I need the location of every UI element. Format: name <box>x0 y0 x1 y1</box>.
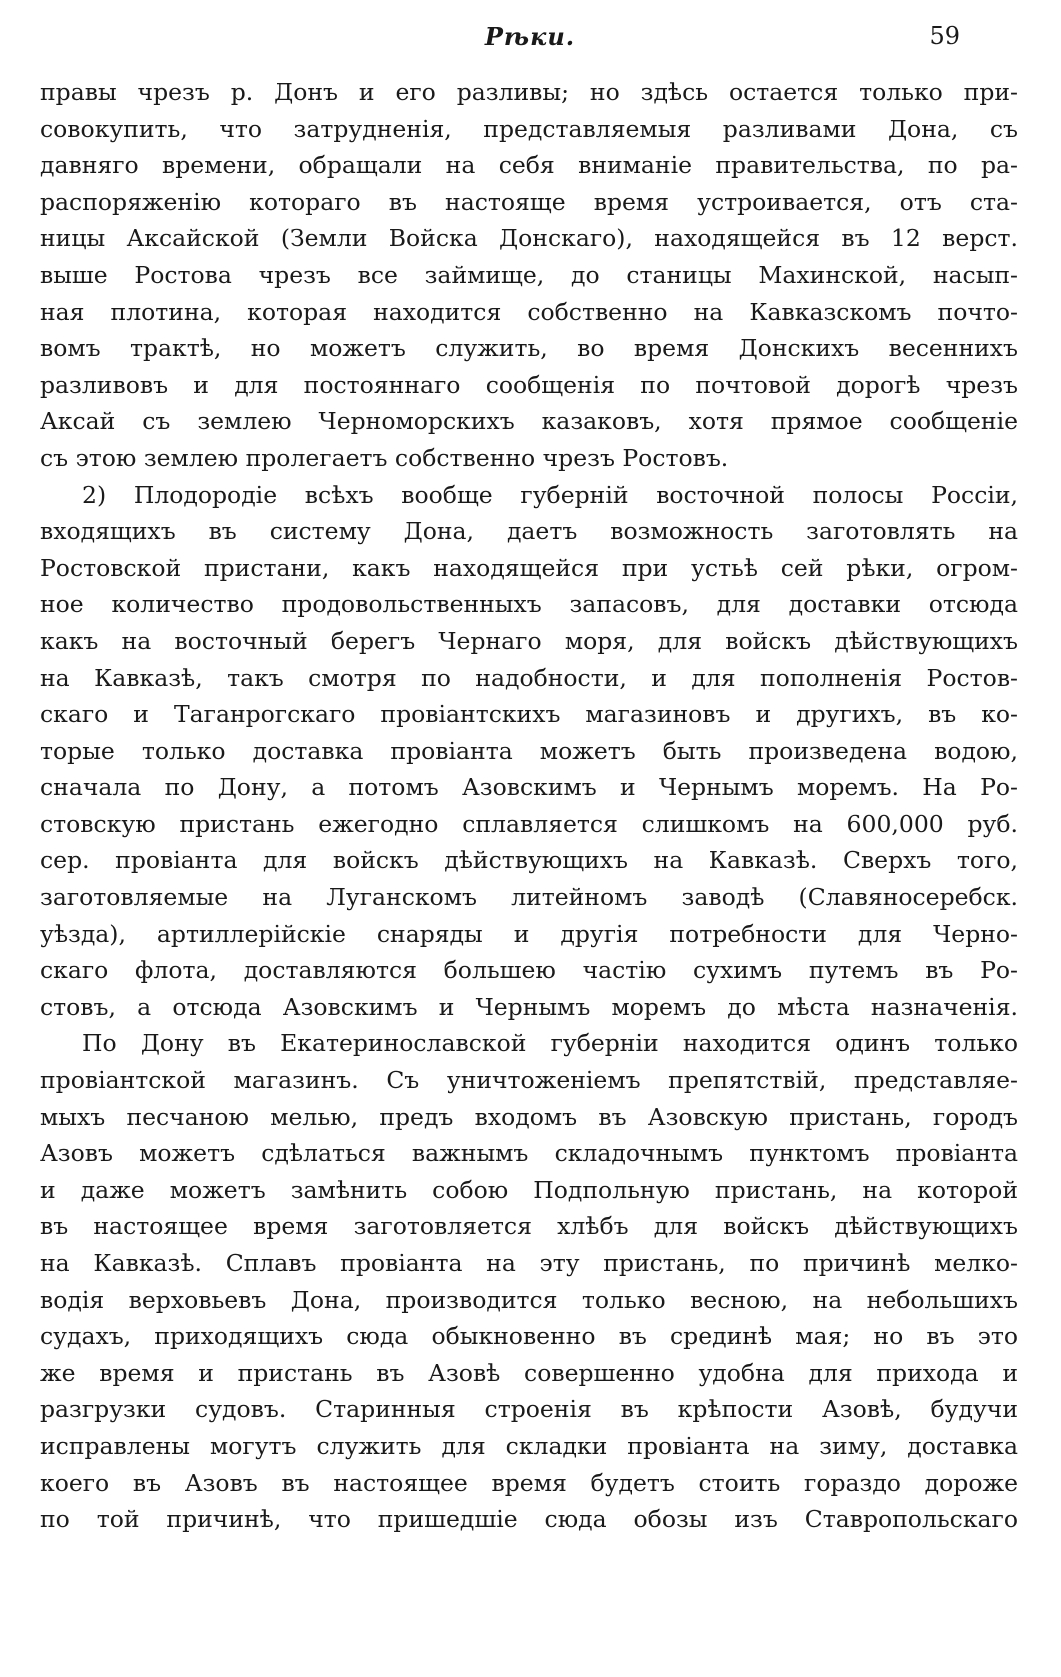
text-line: ное количество продовольственныхъ запасовъ, для доставки отсюда <box>40 590 1018 619</box>
text-line: 2) Плодородіе всѣхъ вообще губерній восточной полосы Россіи, <box>82 480 1018 509</box>
text-line: заготовляемые на Луганскомъ литейномъ заводѣ (Славяносеребск. <box>40 883 1018 912</box>
text-line: скаго флота, доставляются большею частію сухимъ путемъ въ Ро- <box>40 956 1018 985</box>
text-line: Аксай съ землею Черноморскихъ казаковъ, хотя прямое сообщеніе <box>40 407 1018 436</box>
text-line: какъ на восточный берегъ Чернаго моря, для войскъ дѣйствующихъ <box>40 626 1018 655</box>
text-line: же время и пристань въ Азовѣ совершенно удобна для прихода и <box>40 1358 1018 1387</box>
text-line: скаго и Таганрогскаго провіантскихъ магазиновъ и другихъ, въ ко- <box>40 700 1018 729</box>
text-line: съ этою землею пролегаетъ собственно чрезъ Ростовъ. <box>40 443 729 472</box>
text-line: Ростовской пристани, какъ находящейся при устьѣ сей рѣки, огром- <box>40 553 1018 582</box>
text-line: давняго времени, обращали на себя вниманіе правительства, по ра- <box>40 151 1018 180</box>
page-header <box>40 18 1020 58</box>
text-line: ная плотина, которая находится собственно на Кавказскомъ почто- <box>40 297 1018 326</box>
text-line: исправлены могутъ служить для складки провіанта на зиму, доставка <box>40 1431 1018 1460</box>
text-line: сначала по Дону, а потомъ Азовскимъ и Чернымъ моремъ. На Ро- <box>40 773 1018 802</box>
text-line: стовскую пристань ежегодно сплавляется слишкомъ на 600,000 руб. <box>40 809 1018 838</box>
text-line: мыхъ песчаною мелью, предъ входомъ въ Азовскую пристань, городъ <box>40 1102 1018 1131</box>
text-line: торые только доставка провіанта можетъ быть произведена водою, <box>40 736 1018 765</box>
text-line: и даже можетъ замѣнить собою Подпольную пристань, на которой <box>40 1175 1018 1204</box>
text-line: входящихъ въ систему Дона, даетъ возможность заготовлять на <box>40 517 1018 546</box>
text-line: коего въ Азовъ въ настоящее время будетъ стоить гораздо дороже <box>40 1468 1018 1497</box>
text-line: правы чрезъ р. Донъ и его разливы; но здѣсь остается только при- <box>40 78 1018 106</box>
text-line: на Кавказѣ. Сплавъ провіанта на эту пристань, по причинѣ мелко- <box>40 1249 1018 1277</box>
text-line: уѣзда), артиллерійскіе снаряды и другія потребности для Черно- <box>40 919 1018 948</box>
text-line: разгрузки судовъ. Старинныя строенія въ крѣпости Азовѣ, будучи <box>40 1395 1018 1424</box>
text-line: По Дону въ Екатеринославской губерніи находится одинъ только <box>82 1029 1018 1058</box>
text-line: въ настоящее время заготовляется хлѣбъ для войскъ дѣйствующихъ <box>40 1212 1018 1241</box>
text-line: ницы Аксайской (Земли Войска Донскаго), находящейся въ 12 верст. <box>40 224 1018 253</box>
text-line: стовъ, а отсюда Азовскимъ и Чернымъ моремъ до мѣста назначенія. <box>40 992 1018 1021</box>
text-line: Азовъ можетъ сдѣлаться важнымъ складочнымъ пунктомъ провіанта <box>40 1139 1018 1168</box>
text-line: распоряженію котораго въ настояще время устроивается, отъ ста- <box>40 187 1018 216</box>
text-line: провіантской магазинъ. Съ уничтоженіемъ препятствій, представляе- <box>40 1066 1018 1095</box>
running-title: Рѣки. <box>484 22 576 51</box>
body-text <box>40 74 1018 1538</box>
page-number: 59 <box>929 22 960 50</box>
text-line: на Кавказѣ, такъ смотря по надобности, и для пополненія Ростов- <box>40 663 1018 692</box>
text-line: водія верховьевъ Дона, производится только весною, на небольшихъ <box>40 1285 1018 1314</box>
text-line: судахъ, приходящихъ сюда обыкновенно въ срединѣ мая; но въ это <box>40 1322 1018 1351</box>
text-line: вомъ трактѣ, но можетъ служить, во время Донскихъ весеннихъ <box>40 334 1018 363</box>
text-line: разливовъ и для постояннаго сообщенія по почтовой дорогѣ чрезъ <box>40 370 1018 399</box>
text-line: совокупить, что затрудненія, представляемыя разливами Дона, съ <box>40 114 1018 143</box>
text-line: по той причинѣ, что пришедшіе сюда обозы изъ Ставропольскаго <box>40 1505 1018 1534</box>
text-line: сер. провіанта для войскъ дѣйствующихъ на Кавказѣ. Сверхъ того, <box>40 846 1018 875</box>
text-line: выше Ростова чрезъ все займище, до станицы Махинской, насып- <box>40 260 1018 289</box>
